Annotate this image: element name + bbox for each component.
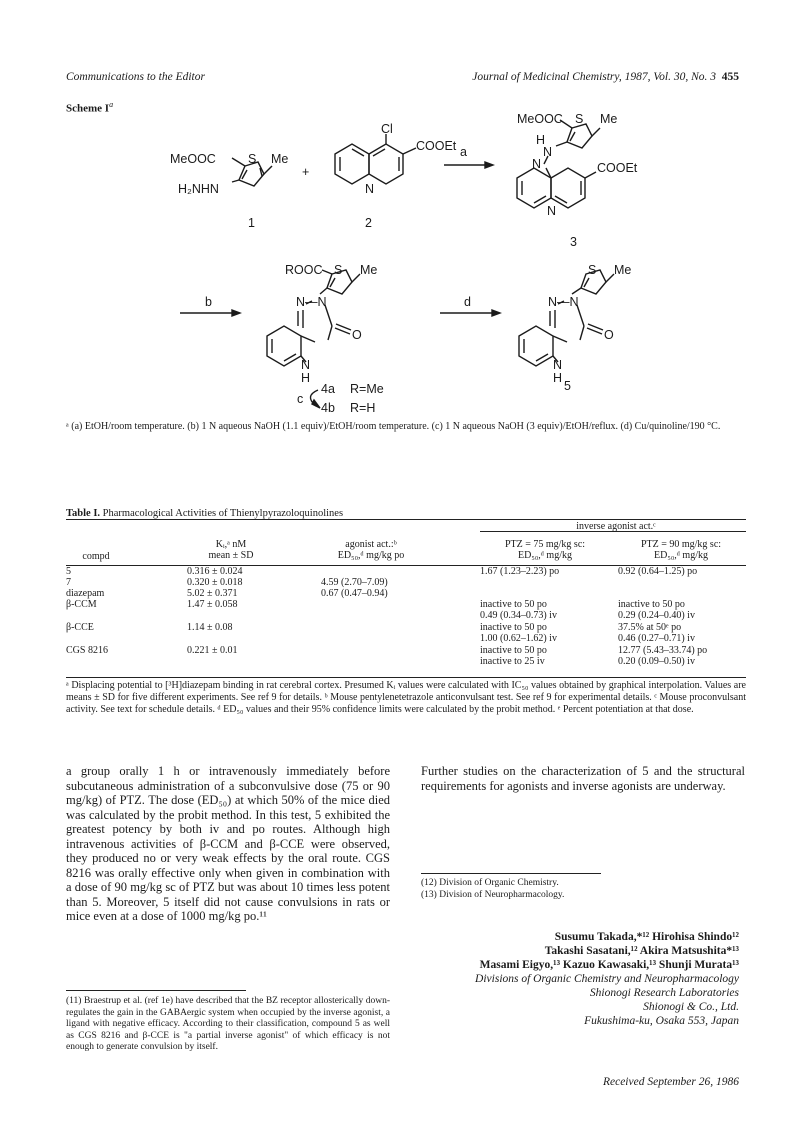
row-bcce-compd: β-CCE <box>66 622 94 633</box>
label-c3-meooc: MeOOC <box>517 112 563 126</box>
label-c1-me: Me <box>271 152 289 166</box>
label-c4-n: N <box>301 358 311 372</box>
running-header-left: Communications to the Editor <box>66 71 205 83</box>
header-ptz75 <box>480 539 610 561</box>
header-compd: compd <box>82 551 110 562</box>
affiliation-line-1: Divisions of Organic Chemistry and Neuropharmacology <box>475 973 739 985</box>
journal-citation: Journal of Medicinal Chemistry, 1987, Vol. 30, No. 3 <box>472 71 716 83</box>
label-c5-h: H <box>553 371 563 385</box>
label-compound-2: 2 <box>365 216 372 230</box>
author-block <box>409 930 739 1028</box>
body-paragraph-right: Further studies on the characterization of 5 and the structural requirements for agonists and inverse agonists are underway. <box>421 764 745 793</box>
arrow-head-a <box>485 162 493 168</box>
label-step-b: b <box>205 295 212 309</box>
row-cgs8216-ptz75-iv: inactive to 25 iv <box>480 656 545 667</box>
author-line-2: Takashi Sasatani,¹² Akira Matsushita*¹³ <box>544 945 739 957</box>
body-column-left <box>66 764 390 924</box>
label-step-d: d <box>464 295 471 309</box>
label-c5-me: Me <box>614 263 632 277</box>
scheme-title-text: Scheme I <box>66 102 110 115</box>
label-c3-nh-n: N <box>543 145 553 159</box>
row-bccm-ki: 1.47 ± 0.058 <box>187 599 238 610</box>
reaction-scheme <box>60 106 760 416</box>
scheme-title-sup: a <box>109 100 114 109</box>
row-bccm-ptz90-iv: 0.29 (0.24–0.40) iv <box>618 610 695 621</box>
label-c1-h2nhn: H₂NHN <box>178 182 219 196</box>
row-bccm-ptz75-iv: 0.49 (0.34–0.73) iv <box>480 610 557 621</box>
label-c2-n: N <box>365 182 375 196</box>
label-compound-1: 1 <box>248 216 255 230</box>
label-c5-nn: N—N <box>548 295 579 309</box>
header-ptz90-line1: PTZ = 90 mg/kg sc: <box>640 539 722 550</box>
table-bottom-rule <box>66 677 746 678</box>
label-c4-s: S <box>334 263 343 277</box>
row-bcce-ptz90-po: 37.5% at 50ᵉ po <box>618 622 682 633</box>
label-c3-s: S <box>575 112 584 126</box>
header-ptz75-line1: PTZ = 75 mg/kg sc: <box>504 539 586 550</box>
affiliation-line-3: Shionogi & Co., Ltd. <box>643 1001 739 1013</box>
label-c3-n: N <box>532 157 542 171</box>
row-5-compd: 5 <box>66 566 71 577</box>
label-c1-meooc: MeOOC <box>170 152 216 166</box>
header-ki-line1: Kᵢ,ᵃ nM <box>215 539 247 550</box>
footnote-12: (12) Division of Organic Chemistry. <box>421 878 559 888</box>
label-c3-me: Me <box>600 112 618 126</box>
row-bccm-ptz75-po: inactive to 50 po <box>480 599 547 610</box>
row-cgs8216-ptz90-po: 12.77 (5.43–33.74) po <box>618 645 708 656</box>
label-compound-4a: 4a <box>321 382 335 396</box>
page-number: 455 <box>721 71 739 83</box>
footnote-11: (11) Braestrup et al. (ref 1e) have described that the BZ receptor allosterically down-regulates the gain in the GABAergic system when occupied by the inverse agonist, a ligand with negative efficacy. According to their classification, compound 5 as well as CGS 8216 and β-CCE is "a partial inverse agonist" of which efficacy is not enough to generate convulsion by itself. <box>66 996 390 1052</box>
label-4a-r: R=Me <box>350 382 384 396</box>
row-diazepam-agonist: 0.67 (0.47–0.94) <box>321 588 388 599</box>
row-7-agonist: 4.59 (2.70–7.09) <box>321 577 388 588</box>
label-c2-cooet: COOEt <box>416 139 457 153</box>
label-compound-4b: 4b <box>321 401 335 415</box>
footnote-rule-right <box>421 873 601 874</box>
row-cgs8216-ki: 0.221 ± 0.01 <box>187 645 238 656</box>
header-agonist <box>311 539 431 561</box>
affiliation-line-4: Fukushima-ku, Osaka 553, Japan <box>584 1015 739 1027</box>
header-ptz90 <box>616 539 746 561</box>
arrow-head-b <box>232 310 240 316</box>
row-7-ki: 0.320 ± 0.018 <box>187 577 243 588</box>
compound-4-structure <box>267 270 360 366</box>
label-c4-rooc: ROOC <box>285 263 323 277</box>
header-agonist-line2: ED₅₀,ᵈ mg/kg po <box>337 550 405 561</box>
table-number: Table I. <box>66 508 101 519</box>
label-plus: + <box>302 165 310 179</box>
header-agonist-line1: agonist act.:ᵇ <box>345 539 397 550</box>
row-5-ptz90: 0.92 (0.64–1.25) po <box>618 566 698 577</box>
row-diazepam-compd: diazepam <box>66 588 105 599</box>
label-c5-n: N <box>553 358 563 372</box>
compound-3-structure <box>517 120 600 208</box>
arrow-head-c <box>312 400 320 408</box>
footnote-rule-left <box>66 990 246 991</box>
label-compound-5: 5 <box>564 379 571 393</box>
row-cgs8216-ptz90-iv: 0.20 (0.09–0.50) iv <box>618 656 695 667</box>
label-step-c: c <box>297 392 304 406</box>
author-line-3: Masami Eigyo,¹³ Kazuo Kawasaki,¹³ Shunji Murata¹³ <box>479 959 739 971</box>
arrow-head-d <box>492 310 500 316</box>
table-top-rule <box>66 519 746 520</box>
compound-5-structure <box>519 270 614 366</box>
row-cgs8216-compd: CGS 8216 <box>66 645 108 656</box>
label-c3-ring-n: N <box>547 204 557 218</box>
header-ptz75-line2: ED₅₀,ᵈ mg/kg <box>518 550 572 561</box>
label-c3-h: H <box>536 133 546 147</box>
row-bccm-compd: β-CCM <box>66 599 97 610</box>
label-c4-h: H <box>301 371 311 385</box>
label-c5-o: O <box>604 328 614 342</box>
row-bcce-ki: 1.14 ± 0.08 <box>187 622 233 633</box>
row-bccm-ptz90-po: inactive to 50 po <box>618 599 685 610</box>
scheme-footnote: ᵃ (a) EtOH/room temperature. (b) 1 N aqueous NaOH (1.1 equiv)/EtOH/room temperature. (c) 1 N aqueous NaOH (3 equiv)/EtOH/reflux. (d) Cu/quinoline/190 °C. <box>66 421 721 432</box>
label-compound-3: 3 <box>570 235 577 249</box>
header-ki-line2: mean ± SD <box>208 550 254 561</box>
label-step-a: a <box>460 145 467 159</box>
received-date: Received September 26, 1986 <box>602 1076 739 1088</box>
compound-2-quinoline <box>335 134 416 184</box>
label-4b-r: R=H <box>350 401 376 415</box>
body-column-right <box>421 764 745 793</box>
row-cgs8216-ptz75-po: inactive to 50 po <box>480 645 547 656</box>
table-title <box>66 508 343 519</box>
label-c4-nn: N—N <box>296 295 327 309</box>
header-inverse-agonist: inverse agonist act.ᶜ <box>576 521 656 532</box>
header-ptz90-line2: ED₅₀,ᵈ mg/kg <box>654 550 708 561</box>
row-7-compd: 7 <box>66 577 71 588</box>
author-line-1: Susumu Takada,*¹² Hirohisa Shindo¹² <box>554 931 739 943</box>
label-c5-s: S <box>588 263 597 277</box>
row-5-ki: 0.316 ± 0.024 <box>187 566 243 577</box>
body-paragraph-left: a group orally 1 h or intravenously immediately before subcutaneous administration of a subconvulsive dose (75 or 90 mg/kg) of PTZ. The dose (ED₅₀) at which 50% of the mice died was calculated by the probit method. In this test, 5 exhibited the greatest potency by both iv and po routes. Although high intravenous activities of β-CCM and β-CCE were observed, they produced no or very weak effects by the oral route. CGS 8216 was orally effective only when given in combination with a dose of 90 mg/kg sc of PTZ but was about 10 times less potent than 5. Moreover, 5 itself did not cause convulsions in rats or mice even at a dose of 1000 mg/kg po.¹¹ <box>66 764 390 923</box>
footnote-13: (13) Division of Neuropharmacology. <box>421 890 565 900</box>
label-c4-me: Me <box>360 263 378 277</box>
label-c1-s: S <box>248 152 257 166</box>
row-bcce-ptz90-iv: 0.46 (0.27–0.71) iv <box>618 633 695 644</box>
running-header-right <box>472 71 739 83</box>
header-ki <box>186 539 276 561</box>
affiliation-line-2: Shionogi Research Laboratories <box>589 987 739 999</box>
row-bcce-ptz75-iv: 1.00 (0.62–1.62) iv <box>480 633 557 644</box>
row-bcce-ptz75-po: inactive to 50 po <box>480 622 547 633</box>
table-footnote: ᵃ Displacing potential to [³H]diazepam binding in rat cerebral cortex. Presumed Kᵢ values were calculated with IC₅₀ values obtained by graphical interpolation. Values are means ± SD for five different experiments. See ref 9 for details. ᵇ Mouse pentylenetetrazole anticonvulsant test. See ref 9 for experimental details. ᶜ Mouse proconvulsant activity. See text for schedule details. ᵈ ED₅₀ values and their 95% confidence limits were calculated by the probit method. ᵉ Percent potentiation at that dose. <box>66 680 746 715</box>
row-diazepam-ki: 5.02 ± 0.371 <box>187 588 238 599</box>
label-c3-cooet: COOEt <box>597 161 638 175</box>
label-c2-cl: Cl <box>381 122 393 136</box>
row-5-ptz75: 1.67 (1.23–2.23) po <box>480 566 560 577</box>
label-c4-o: O <box>352 328 362 342</box>
table-caption: Pharmacological Activities of Thienylpyrazoloquinolines <box>102 508 344 519</box>
